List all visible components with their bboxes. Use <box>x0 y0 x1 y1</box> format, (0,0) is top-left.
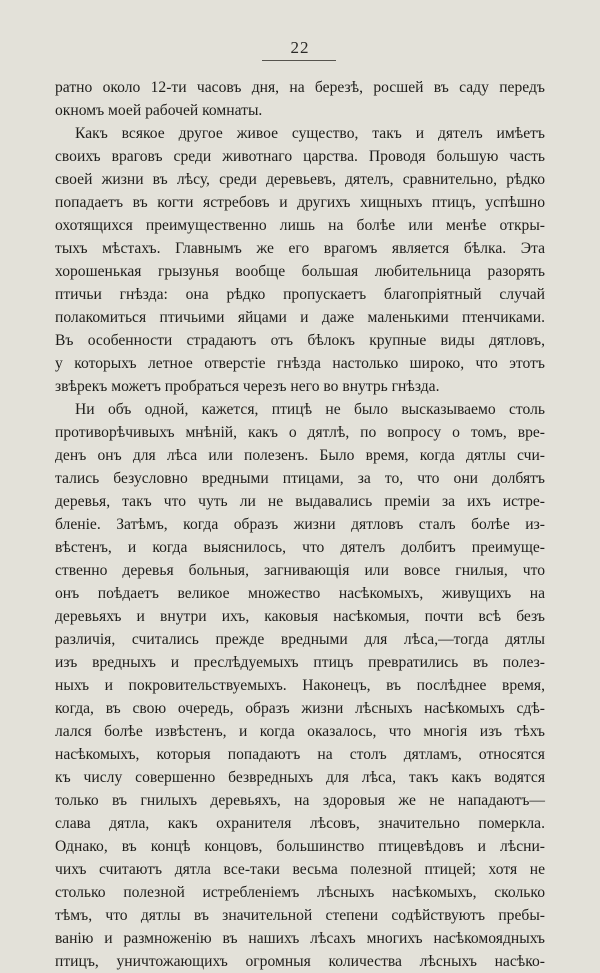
text-line: хорошенькая грызунья вообще большая любительница разорять <box>55 263 545 280</box>
text-line: столько полезной истребленіемъ лѣсныхъ насѣкомыхъ, сколько <box>55 884 545 901</box>
text-line: изъ вредныхъ и преслѣдуемыхъ птицъ превратились въ полез- <box>55 654 545 671</box>
text-line: различія, считались прежде вредными для лѣса,—тогда дятлы <box>55 631 545 648</box>
text-line: звѣрекъ можетъ пробраться черезъ него во внутрь гнѣзда. <box>55 378 440 395</box>
text-line: птичьи гнѣзда: она рѣдко пропускаетъ благопріятный случай <box>55 286 545 303</box>
text-line: своихъ враговъ среди животнаго царства. Проводя большую часть <box>55 148 545 165</box>
text-line: денъ онъ для лѣса или полезенъ. Было время, когда дятлы счи- <box>55 447 545 464</box>
text-line: ванію и размноженію въ нашихъ лѣсахъ многихъ насѣкомоядныхъ <box>55 930 545 947</box>
header-rule <box>262 60 336 61</box>
text-line: Однако, въ концѣ концовъ, большинство птицевѣдовъ и лѣсни- <box>55 838 545 855</box>
text-line: къ числу совершенно безвредныхъ для лѣса, такъ какъ водятся <box>55 769 545 786</box>
text-line: онъ поѣдаетъ великое множество насѣкомыхъ, живущихъ на <box>55 585 545 602</box>
text-line: только въ гнилыхъ деревьяхъ, на здоровыя же не нападаютъ— <box>55 792 545 809</box>
text-line: деревья, такъ что чуть ли не выдавались преміи за ихъ истре- <box>55 493 545 510</box>
text-line: насѣкомыхъ, которыя попадаютъ на столъ дятламъ, относятся <box>55 746 545 763</box>
text-line: птицъ, уничтожающихъ огромныя количества лѣсныхъ насѣко- <box>55 953 545 970</box>
text-line: окномъ моей рабочей комнаты. <box>55 102 263 119</box>
text-line: вѣстенъ, и когда выяснилось, что дятелъ долбитъ преимуще- <box>55 539 545 556</box>
text-line: бленіе. Затѣмъ, когда образъ жизни дятловъ сталъ болѣе из- <box>55 516 545 533</box>
text-line: ратно около 12-ти часовъ дня, на березѣ, росшей въ саду передъ <box>55 79 545 96</box>
text-line: тались безусловно вредными птицами, за то, что они долбятъ <box>55 470 545 487</box>
text-line: Какъ всякое другое живое существо, такъ и дятелъ имѣетъ <box>75 125 545 142</box>
text-line: ственно деревья больныя, загнивающія или вовсе гнилыя, что <box>55 562 545 579</box>
text-line: Въ особенности страдаютъ отъ бѣлокъ крупные виды дятловъ, <box>55 332 545 349</box>
text-line: тѣмъ, что дятлы въ значительной степени содѣйствуютъ пребы- <box>55 907 545 924</box>
text-line: у которыхъ летное отверстіе гнѣзда настолько широко, что этотъ <box>55 355 545 372</box>
text-line: своей жизни въ лѣсу, среди деревьевъ, дятелъ, сравнительно, рѣдко <box>55 171 545 188</box>
text-line: тыхъ мѣстахъ. Главнымъ же его врагомъ является бѣлка. Эта <box>55 240 545 257</box>
text-line: противорѣчивыхъ мнѣній, какъ о дятлѣ, по вопросу о томъ, вре- <box>55 424 545 441</box>
page-number: 22 <box>290 38 310 57</box>
text-line: слава дятла, какъ охранителя лѣсовъ, значительно померкла. <box>55 815 545 832</box>
text-line: деревьяхъ и внутри ихъ, каковыя насѣкомыя, почти всѣ безъ <box>55 608 545 625</box>
text-line: чихъ считаютъ дятла все-таки весьма полезной птицей; хотя не <box>55 861 545 878</box>
text-line: ныхъ и покровительствуемыхъ. Наконецъ, въ послѣднее время, <box>55 677 545 694</box>
text-line: полакомиться птичьими яйцами и даже маленькими птенчиками. <box>55 309 545 326</box>
text-line: охотящихся преимущественно лишь на болѣе или менѣе откры- <box>55 217 545 234</box>
text-line: попадаетъ въ когти ястребовъ и другихъ хищныхъ птицъ, успѣшно <box>55 194 545 211</box>
text-line: лался болѣе извѣстенъ, и когда оказалось, что многія изъ тѣхъ <box>55 723 545 740</box>
text-line: Ни объ одной, кажется, птицѣ не было высказываемо столь <box>75 401 545 418</box>
text-line: когда, въ свою очередь, образъ жизни лѣсныхъ насѣкомыхъ сдѣ- <box>55 700 545 717</box>
